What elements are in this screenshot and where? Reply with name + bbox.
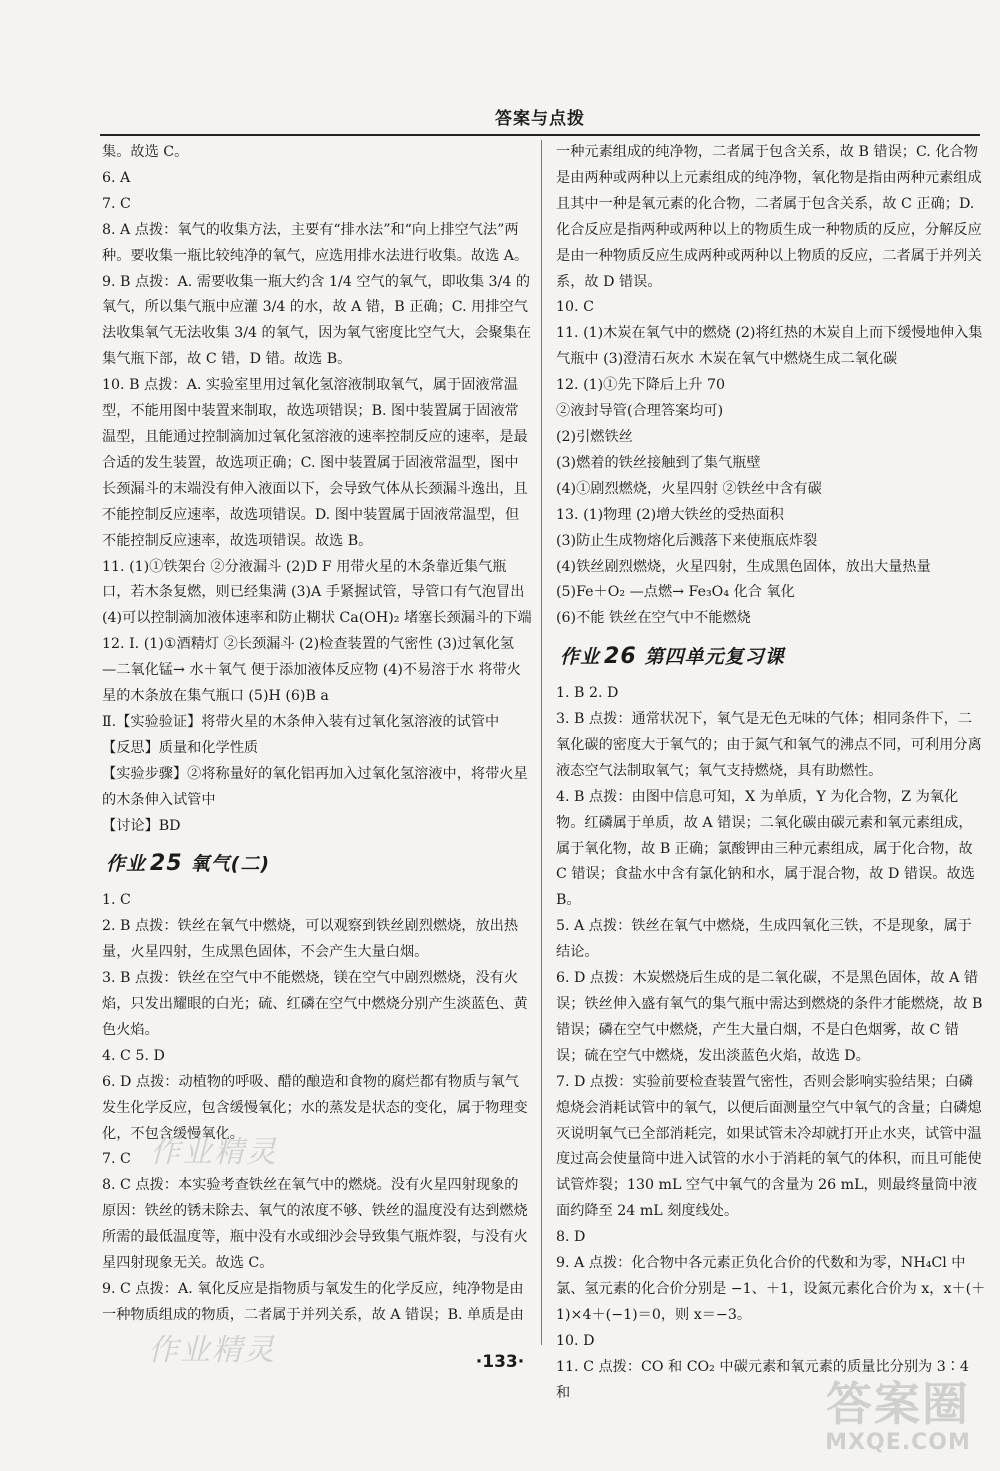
section-heading-26 — [560, 644, 986, 671]
answer-line: 11. (1)①铁架台 ②分液漏斗 (2)D F 用带火星的木条靠近集气瓶口，若木条复燃，则已经集满 (3)A 手紧握试管，导管口有气泡冒出 (4)可以控制滴加液体速率和防止糊状 Ca(OH)₂ 堵塞长颈漏斗的下端 — [102, 558, 532, 627]
answer-line: Ⅱ.【实验验证】将带火星的木条伸入装有过氧化氢溶液的试管中 — [102, 713, 500, 730]
answer-line: 12. (1)①先下降后上升 70 — [556, 377, 726, 394]
logo-text: 答案圈 — [826, 1377, 970, 1431]
answer-line: 一种元素组成的纯净物，二者属于包含关系，故 B 错误；C. 化合物是由两种或两种以上元素组成的纯净物，氧化物是指由两种元素组成且其中一种是氧元素的化合物，二者属于包含关系，故 C 正确；D. 化合反应是指两种或两种以上的物质生成一种物质的反应，分解反应是由一种物质反应生成两种或两种以上物质的反应，二者属于并列关系，故 D 错误。 — [556, 144, 982, 290]
answer-line: 2. B 点拨：铁丝在氧气中燃烧，可以观察到铁丝剧烈燃烧，放出热量，火星四射，生成黑色固体，不会产生大量白烟。 — [102, 918, 519, 961]
answer-line: 10. B 点拨：A. 实验室里用过氧化氢溶液制取氧气，属于固液常温型，不能用图中装置来制取，故选项错误；B. 图中装置属于固液常温型，且能通过控制滴加过氧化氢溶液的速率控制反应的速率，是最合适的发生装置，故选项正确；C. 图中装置属于固液常温型，图中长颈漏斗的末端没有伸入液面以下，会导致气体从长颈漏斗逸出，且不能控制反应速率，故选项错误。D. 图中装置属于固液常温型，但不能控制反应速率，故选项错误。故选 B。 — [102, 377, 528, 549]
answer-line: 6. A — [102, 169, 131, 186]
answer-line: 3. B 点拨：铁丝在空气中不能燃烧，镁在空气中剧烈燃烧，没有火焰，只发出耀眼的白光；硫、红磷在空气中燃烧分别产生淡蓝色、黄色火焰。 — [102, 970, 528, 1038]
section-heading-25 — [106, 851, 532, 878]
answer-line: 13. (1)物理 (2)增大铁丝的受热面积 — [556, 506, 784, 523]
answer-line: 5. A 点拨：铁丝在氧气中燃烧，生成四氧化三铁，不是现象，属于结论。 — [556, 918, 972, 961]
column-divider — [541, 140, 542, 1345]
answer-line: ②液封导管(合理答案均可) — [556, 403, 724, 420]
answer-line: 集。故选 C。 — [102, 144, 189, 160]
answer-line: 【反思】质量和化学性质 — [102, 739, 259, 756]
answer-line: 8. A 点拨：氧气的收集方法，主要有“排水法”和“向上排空气法”两种。要收集一瓶比较纯净的氧气，应选用排水法进行收集。故选 A。 — [102, 221, 529, 264]
answer-line: 1. C — [102, 892, 131, 909]
site-logo — [818, 1378, 978, 1466]
answer-line: (4)铁丝剧烈燃烧，火星四射，生成黑色固体，放出大量热量 — [556, 558, 931, 575]
answer-line: 9. B 点拨：A. 需要收集一瓶大约含 1/4 空气的氧气，即收集 3/4 的氧气，所以集气瓶中应灌 3/4 的水，故 A 错，B 正确；C. 用排空气法收集氧气无法收集 3/4 的氧气，因为氧气密度比空气大，会聚集在集气瓶下部，故 C 错，D 错。故选 B。 — [102, 273, 532, 368]
answer-line: 7. C — [102, 1151, 131, 1168]
answer-line: 8. C 点拨：本实验考查铁丝在氧气中的燃烧。没有火星四射现象的原因：铁丝的锈未除去、氧气的浓度不够、铁丝的温度没有达到燃烧所需的最低温度等，瓶中没有水或细沙会导致集气瓶炸裂，与没有火星四射现象无关。故选 C。 — [102, 1177, 528, 1272]
answer-line: 12. Ⅰ. (1)①酒精灯 ②长颈漏斗 (2)检查装置的气密性 (3)过氧化氢 —二氧化锰→ 水＋氧气 便于添加液体反应物 (4)不易溶于水 将带火星的木条放在集气瓶口 (5)H (6)B a — [102, 636, 521, 705]
answer-line: 【讨论】BD — [102, 817, 181, 834]
answer-line: 1. B 2. D — [556, 685, 619, 702]
section-number: 25 — [150, 851, 183, 877]
answer-line: 10. D — [556, 1332, 595, 1349]
logo-url: MXQE.COM — [825, 1430, 971, 1455]
section-label: 作业 — [106, 853, 147, 876]
answer-line: 6. D 点拨：木炭燃烧后生成的是二氧化碳，不是黑色固体，故 A 错误；铁丝伸入盛有氧气的集气瓶中需达到燃烧的条件才能燃烧，故 B 错误；磷在空气中燃烧，产生大量白烟，不是白色烟雾，故 C 错误；硫在空气中燃烧，发出淡蓝色火焰，故选 D。 — [556, 970, 983, 1064]
header-title: 答案与点拨 — [495, 109, 585, 129]
right-column — [556, 140, 986, 1407]
answer-line: 11. (1)木炭在氧气中的燃烧 (2)将红热的木炭自上而下缓慢地伸入集气瓶中 (3)澄清石灰水 木炭在氧气中燃烧生成二氧化碳 — [556, 325, 983, 368]
answer-line: 6. D 点拨：动植物的呼吸、醋的酿造和食物的腐烂都有物质与氧气发生化学反应，包含缓慢氧化；水的蒸发是状态的变化，属于物理变化，不包含缓慢氧化。 — [102, 1073, 528, 1142]
answer-line: 9. A 点拨：化合物中各元素正负化合价的代数和为零，NH₄Cl 中氯、氢元素的化合价分别是 −1、＋1，设氮元素化合价为 x，x＋(＋1)×4＋(−1)＝0，则 x＝−3。 — [556, 1255, 986, 1323]
section-number: 26 — [604, 644, 637, 670]
answer-line: (4)①剧烈燃烧，火星四射 ②铁丝中含有碳 — [556, 480, 822, 497]
watermark-text: 作业精灵 — [148, 1333, 276, 1368]
answer-line: (5)Fe＋O₂ —点燃→ Fe₃O₄ 化合 氧化 — [556, 584, 795, 601]
answer-line: 9. C 点拨：A. 氧化反应是指物质与氧发生的化学反应，纯净物是由一种物质组成的物质，二者属于并列关系，故 A 错误；B. 单质是由 — [102, 1280, 524, 1323]
answer-line: (6)不能 铁丝在空气中不能燃烧 — [556, 610, 751, 627]
answer-line: 10. C — [556, 299, 594, 316]
answer-line: 11. C 点拨：CO 和 CO₂ 中碳元素和氧元素的质量比分别为 3∶4 和 — [556, 1358, 969, 1401]
section-label: 作业 — [560, 646, 601, 669]
answer-line: 8. D — [556, 1229, 586, 1246]
section-title: 氧气(二) — [190, 853, 271, 876]
page-header — [100, 100, 980, 136]
answer-line: 7. C — [102, 195, 131, 212]
answer-line: 【实验步骤】②将称量好的氧化铝再加入过氧化氢溶液中，将带火星的木条伸入试管中 — [102, 765, 528, 808]
answer-line: 3. B 点拨：通常状况下，氧气是无色无味的气体；相同条件下，二氧化碳的密度大于氧气的；由于氮气和氧气的沸点不同，可利用分离液态空气法制取氧气；氧气支持燃烧，具有助燃性。 — [556, 711, 982, 779]
answer-line: (2)引燃铁丝 — [556, 428, 633, 445]
answer-line: (3)防止生成物熔化后溅落下来使瓶底炸裂 — [556, 532, 818, 549]
watermark-text: 作业精灵 — [150, 1135, 278, 1170]
answer-line: 4. C 5. D — [102, 1047, 165, 1064]
answer-line: 7. D 点拨：实验前要检查装置气密性，否则会影响实验结果；白磷熄烧会消耗试管中的氧气，以便后面测量空气中氧气的含量；白磷熄灭说明氧气已全部消耗完，如果试管未冷却就打开止水夹，试管中温度过高会使量筒中进入试管的水小于消耗的氧气的体积，而且可能使试管炸裂；130 mL 空气中氧气的含量为 26 mL，则最终量筒中液面约降至 24 mL 刻度线处。 — [556, 1073, 982, 1220]
section-title: 第四单元复习课 — [644, 646, 785, 669]
answer-line: 4. B 点拨：由图中信息可知，X 为单质，Y 为化合物，Z 为氧化物。红磷属于单质，故 A 错误；二氧化碳由碳元素和氧元素组成，属于氧化物，故 B 正确；氯酸钾由三种元素组成，属于化合物，故 C 错误；食盐水中含有氯化钠和水，属于混合物，故 D 错误。故选 B。 — [556, 788, 975, 909]
answer-line: (3)燃着的铁丝接触到了集气瓶壁 — [556, 454, 761, 471]
page-number: ·133· — [475, 1352, 525, 1372]
